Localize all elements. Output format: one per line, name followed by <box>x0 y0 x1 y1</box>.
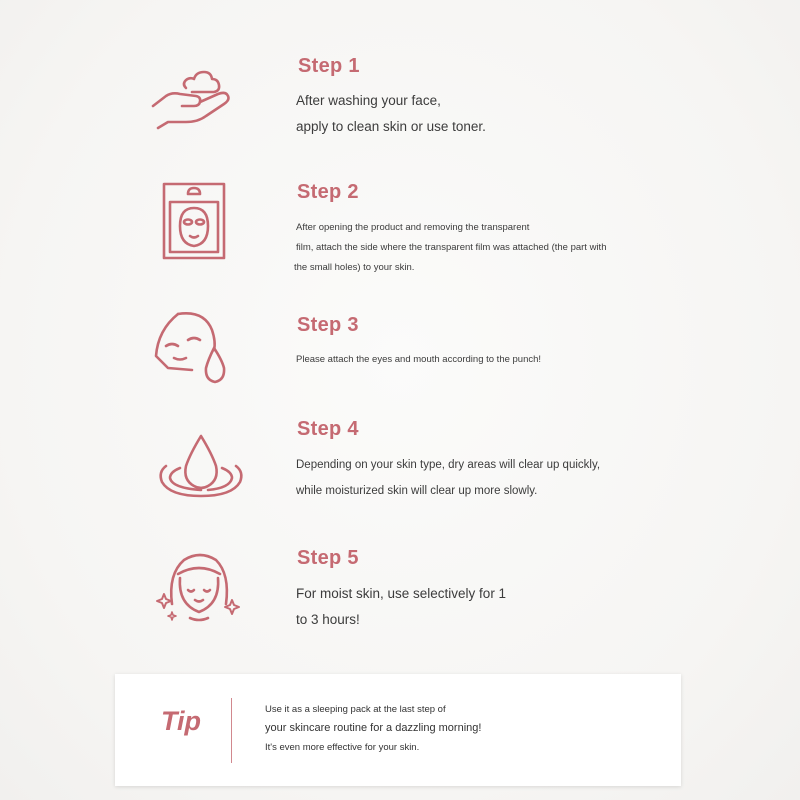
tip-text <box>265 700 665 757</box>
step-3-text <box>296 350 541 370</box>
step-2-line-3: the small holes) to your skin. <box>294 262 415 273</box>
step-1-line-2: apply to clean skin or use toner. <box>296 119 486 134</box>
step-5-line-1: For moist skin, use selectively for 1 <box>296 586 507 601</box>
step-4-text <box>296 452 600 504</box>
step-4-line-2: while moisturized skin will clear up more slowly. <box>296 485 538 497</box>
step-3-title: Step 3 <box>297 314 359 336</box>
hand-foam-icon <box>148 58 238 148</box>
tip-divider <box>231 698 232 763</box>
tip-line-2: your skincare routine for a dazzling morning! <box>265 722 482 734</box>
step-4-title: Step 4 <box>297 418 359 440</box>
glowing-face-icon <box>154 544 244 634</box>
sheet-mask-drop-icon <box>148 306 238 396</box>
mask-package-icon <box>150 178 240 268</box>
step-3-line-1: Please attach the eyes and mouth according to the punch! <box>296 354 542 365</box>
tip-line-1: Use it as a sleeping pack at the last step of <box>265 704 446 715</box>
step-1-line-1: After washing your face, <box>296 93 441 108</box>
step-5-title: Step 5 <box>297 547 359 569</box>
step-2-title: Step 2 <box>297 181 359 203</box>
step-2-text <box>294 218 607 278</box>
water-drop-ripple-icon <box>156 428 246 518</box>
step-4-line-1: Depending on your skin type, dry areas will clear up quickly, <box>296 459 601 471</box>
step-1-text <box>296 88 486 140</box>
step-5-line-2: to 3 hours! <box>296 612 360 627</box>
step-5-text <box>296 581 506 633</box>
tip-label: Tip <box>161 706 201 736</box>
step-2-line-1: After opening the product and removing the transparent <box>296 222 530 233</box>
step-1-title: Step 1 <box>298 55 360 77</box>
step-2-line-2: film, attach the side where the transparent film was attached (the part with <box>296 242 607 253</box>
tip-box <box>115 674 681 786</box>
tip-line-3: It's even more effective for your skin. <box>265 742 420 753</box>
